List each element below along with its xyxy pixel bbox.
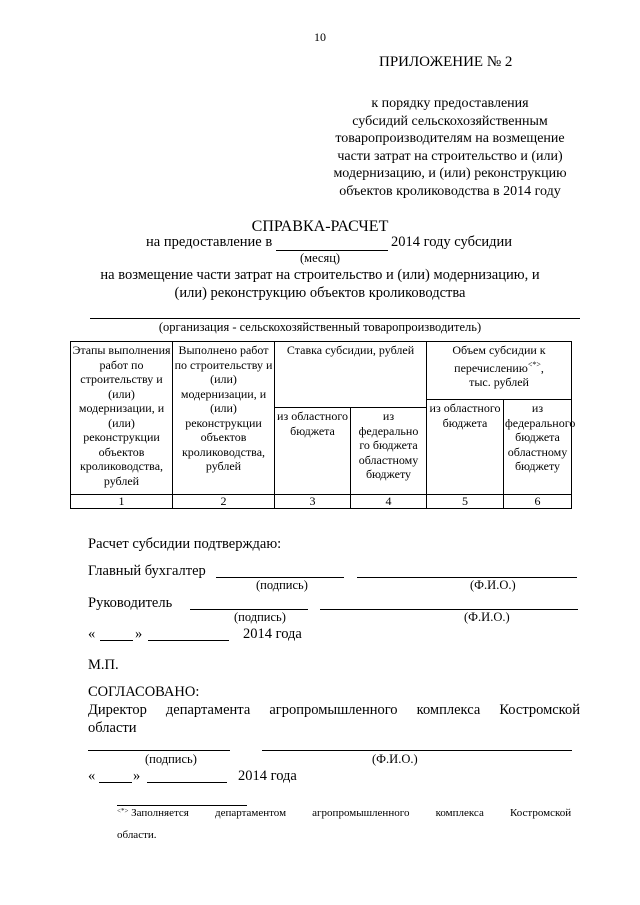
agreed-name-blank[interactable] bbox=[262, 750, 572, 751]
footnote-separator bbox=[117, 805, 247, 806]
header-rate-regional: из областного бюджета bbox=[275, 408, 351, 495]
provision-suffix: 2014 году субсидии bbox=[391, 234, 513, 250]
column-number: 3 bbox=[275, 495, 351, 509]
purpose-line-1: на возмещение части затрат на строительство и (или) модернизацию, и bbox=[100, 267, 540, 283]
header-rate-federal: из федерально го бюджета областному бюджету bbox=[351, 408, 427, 495]
header-work-completed: Выполнено работ по строительству и (или) модернизации, и (или) реконструкции объектов кролиководства, рублей bbox=[173, 342, 275, 495]
chief-accountant-name-blank[interactable] bbox=[357, 577, 577, 578]
header-subsidy-rate: Ставка субсидии, рублей bbox=[275, 342, 427, 408]
date-close-quote: » bbox=[133, 768, 141, 784]
month-hint: (месяц) bbox=[300, 251, 341, 265]
volume-label: Объем субсидии к перечислению bbox=[452, 343, 546, 375]
chief-accountant-label: Главный бухгалтер bbox=[88, 563, 206, 579]
year-text: 2014 года bbox=[238, 768, 297, 784]
header-work-stages: Этапы выполнения работ по строительству и (или) модернизации, и (или) реконструкции объектов кролиководства, рублей bbox=[71, 342, 173, 495]
agreed-signature-blank[interactable] bbox=[88, 750, 230, 751]
month-blank-director[interactable] bbox=[148, 640, 229, 641]
subtitle-line: товаропроизводителям на возмещение bbox=[335, 131, 565, 146]
subtitle-line: объектов кролиководства в 2014 году bbox=[339, 183, 561, 199]
day-blank[interactable] bbox=[99, 782, 132, 783]
name-hint: (Ф.И.О.) bbox=[464, 610, 510, 624]
confirm-label: Расчет субсидии подтверждаю: bbox=[88, 536, 282, 552]
subtitle-line: модернизацию, и (или) реконструкцию bbox=[333, 166, 567, 181]
calculation-table bbox=[70, 341, 576, 509]
column-number: 5 bbox=[427, 495, 504, 509]
subtitle-line: субсидий сельскохозяйственным bbox=[352, 113, 548, 129]
header-subsidy-volume: Объем субсидии к перечислению<*>, тыс. рублей bbox=[427, 342, 572, 400]
agreed-heading: СОГЛАСОВАНО: bbox=[88, 684, 200, 700]
page-number: 10 bbox=[314, 30, 326, 44]
column-number: 6 bbox=[504, 495, 572, 509]
appendix-heading: ПРИЛОЖЕНИЕ № 2 bbox=[379, 54, 513, 70]
signature-hint: (подпись) bbox=[145, 752, 197, 766]
footnote-line-2: области. bbox=[117, 829, 157, 841]
organization-blank[interactable] bbox=[90, 318, 580, 319]
name-hint: (Ф.И.О.) bbox=[372, 752, 418, 766]
column-number: 4 bbox=[351, 495, 427, 509]
column-number: 1 bbox=[71, 495, 173, 509]
stamp-place: М.П. bbox=[88, 657, 119, 673]
header-volume-regional: из областного бюджета bbox=[427, 400, 504, 495]
year-text: 2014 года bbox=[243, 626, 302, 642]
director-name-blank[interactable] bbox=[320, 609, 578, 610]
provision-prefix: на предоставление в bbox=[146, 234, 273, 250]
signature-hint: (подпись) bbox=[256, 578, 308, 592]
date-open-quote: « bbox=[88, 626, 96, 642]
agreed-text-line-1: Директор департамента агропромышленного комплекса Костромской bbox=[88, 702, 580, 718]
subtitle-line: части затрат на строительство и (или) bbox=[337, 148, 563, 164]
signature-hint: (подпись) bbox=[234, 610, 286, 624]
director-label: Руководитель bbox=[88, 595, 173, 611]
organization-hint: (организация - сельскохозяйственный товаропроизводитель) bbox=[158, 320, 482, 334]
footnote-line-1 bbox=[117, 807, 571, 821]
subtitle-line: к порядку предоставления bbox=[371, 96, 529, 111]
name-hint: (Ф.И.О.) bbox=[470, 578, 516, 592]
footnote-text-1: Заполняется департаментом агропромышленного комплекса Костромской bbox=[131, 807, 572, 819]
header-volume-federal: из федерального бюджета областному бюджету bbox=[504, 400, 572, 495]
date-open-quote: « bbox=[88, 768, 96, 784]
day-blank[interactable] bbox=[100, 640, 133, 641]
volume-footnote-mark: <*> bbox=[527, 359, 541, 369]
document-title: СПРАВКА-РАСЧЕТ bbox=[251, 218, 389, 235]
appendix-subtitle bbox=[300, 95, 600, 200]
purpose-line-2: (или) реконструкцию объектов кролиководства bbox=[174, 285, 466, 301]
agreed-text-line-2: области bbox=[88, 720, 137, 736]
column-number: 2 bbox=[173, 495, 275, 509]
volume-unit: тыс. рублей bbox=[469, 375, 529, 389]
date-close-quote: » bbox=[135, 626, 143, 642]
footnote-mark: <*> bbox=[117, 807, 129, 815]
month-blank-agreed[interactable] bbox=[147, 782, 227, 783]
